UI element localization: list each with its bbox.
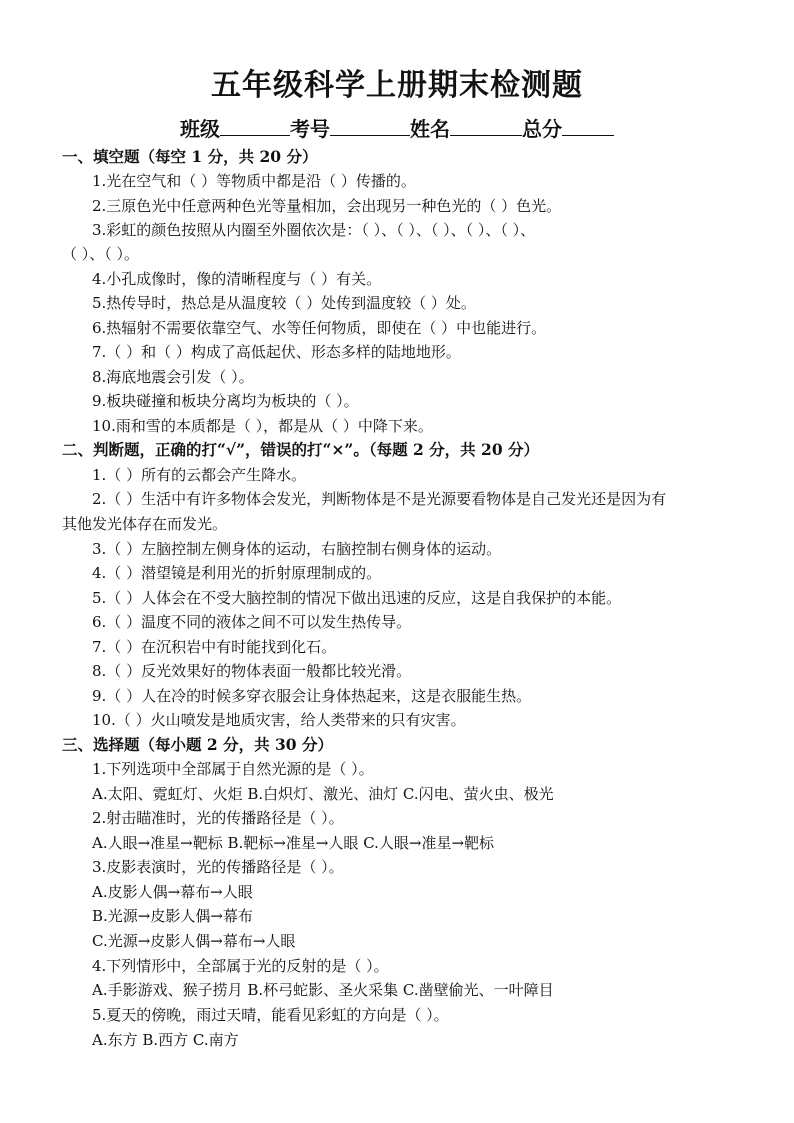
question-line: 2.（ ）生活中有许多物体会发光，判断物体是不是光源要看物体是自己发光还是因为有 [92, 490, 667, 508]
question-line: 2.三原色光中任意两种色光等量相加，会出现另一种色光的（ ）色光。 [92, 197, 562, 215]
question-line: 4.（ ）潜望镜是利用光的折射原理制成的。 [92, 564, 382, 582]
question-line: 9.板块碰撞和板块分离均为板块的（ ）。 [92, 392, 359, 410]
section-heading-multiple-choice: 三、选择题（每小题 2 分，共 30 分） [62, 735, 333, 754]
question-line: 2.射击瞄准时，光的传播路径是（ ）。 [92, 809, 344, 827]
question-line: 3.皮影表演时，光的传播路径是（ ）。 [92, 858, 344, 876]
page-title: 五年级科学上册期末检测题 [211, 68, 583, 103]
question-line: 10.雨和雪的本质都是（ ），都是从（ ）中降下来。 [92, 417, 433, 435]
name-label: 姓名 [410, 117, 450, 141]
name-blank[interactable] [450, 117, 522, 136]
question-line: 5.（ ）人体会在不受大脑控制的情况下做出迅速的反应，这是自我保护的本能。 [92, 589, 622, 607]
class-blank[interactable] [220, 117, 290, 136]
question-line: 1.光在空气和（ ）等物质中都是沿（ ）传播的。 [92, 172, 416, 190]
question-line: 4.下列情形中，全部属于光的反射的是（ ）。 [92, 957, 389, 975]
option-line: B.光源→皮影人偶→幕布 [92, 907, 253, 925]
question-line-continued: （ ）、（ ）。 [62, 245, 140, 263]
option-line: A.手影游戏、猴子捞月 B.杯弓蛇影、圣火采集 C.凿壁偷光、一叶障目 [92, 981, 554, 999]
question-line-continued: 其他发光体存在而发光。 [62, 515, 228, 533]
question-line: 10.（ ）火山喷发是地质灾害，给人类带来的只有灾害。 [92, 711, 466, 729]
option-line: A.人眼→准星→靶标 B.靶标→准星→人眼 C.人眼→准星→靶标 [92, 834, 495, 852]
question-line: 6.热辐射不需要依靠空气、水等任何物质，即使在（ ）中也能进行。 [92, 319, 547, 337]
question-line: 8.（ ）反光效果好的物体表面一般都比较光滑。 [92, 662, 412, 680]
question-line: 8.海底地震会引发（ ）。 [92, 368, 254, 386]
exam-no-label: 考号 [290, 117, 330, 141]
option-line: A.皮影人偶→幕布→人眼 [92, 883, 253, 901]
question-line: 7.（ ）和（ ）构成了高低起伏、形态多样的陆地地形。 [92, 343, 461, 361]
question-line: 3.（ ）左脑控制左侧身体的运动，右脑控制右侧身体的运动。 [92, 540, 502, 558]
question-line: 1.下列选项中全部属于自然光源的是（ ）。 [92, 760, 374, 778]
class-label: 班级 [180, 117, 220, 141]
question-line: 7.（ ）在沉积岩中有时能找到化石。 [92, 638, 337, 656]
option-line: C.光源→皮影人偶→幕布→人眼 [92, 932, 296, 950]
question-line: 5.热传导时，热总是从温度较（ ）处传到温度较（ ）处。 [92, 294, 476, 312]
question-line: 4.小孔成像时，像的清晰程度与（ ）有关。 [92, 270, 382, 288]
exam-no-blank[interactable] [330, 117, 410, 136]
option-line: A.东方 B.西方 C.南方 [92, 1031, 239, 1049]
section-heading-true-false: 二、判断题，正确的打“√”，错误的打“×”。（每题 2 分，共 20 分） [62, 440, 540, 459]
student-info-line [0, 113, 794, 142]
section-heading-fill-blank: 一、填空题（每空 1 分，共 20 分） [62, 147, 318, 166]
question-line: 5.夏天的傍晚，雨过天晴，能看见彩虹的方向是（ ）。 [92, 1006, 449, 1024]
question-line: 1.（ ）所有的云都会产生降水。 [92, 466, 307, 484]
score-blank[interactable] [562, 117, 614, 136]
score-label: 总分 [522, 117, 562, 141]
question-line: 6.（ ）温度不同的液体之间不可以发生热传导。 [92, 613, 412, 631]
question-line: 9.（ ）人在冷的时候多穿衣服会让身体热起来，这是衣服能生热。 [92, 687, 532, 705]
question-line: 3.彩虹的颜色按照从内圈至外圈依次是：（ ）、（ ）、（ ）、（ ）、（ ）、 [92, 221, 536, 239]
option-line: A.太阳、霓虹灯、火炬 B.白炽灯、激光、油灯 C.闪电、萤火虫、极光 [92, 785, 554, 803]
